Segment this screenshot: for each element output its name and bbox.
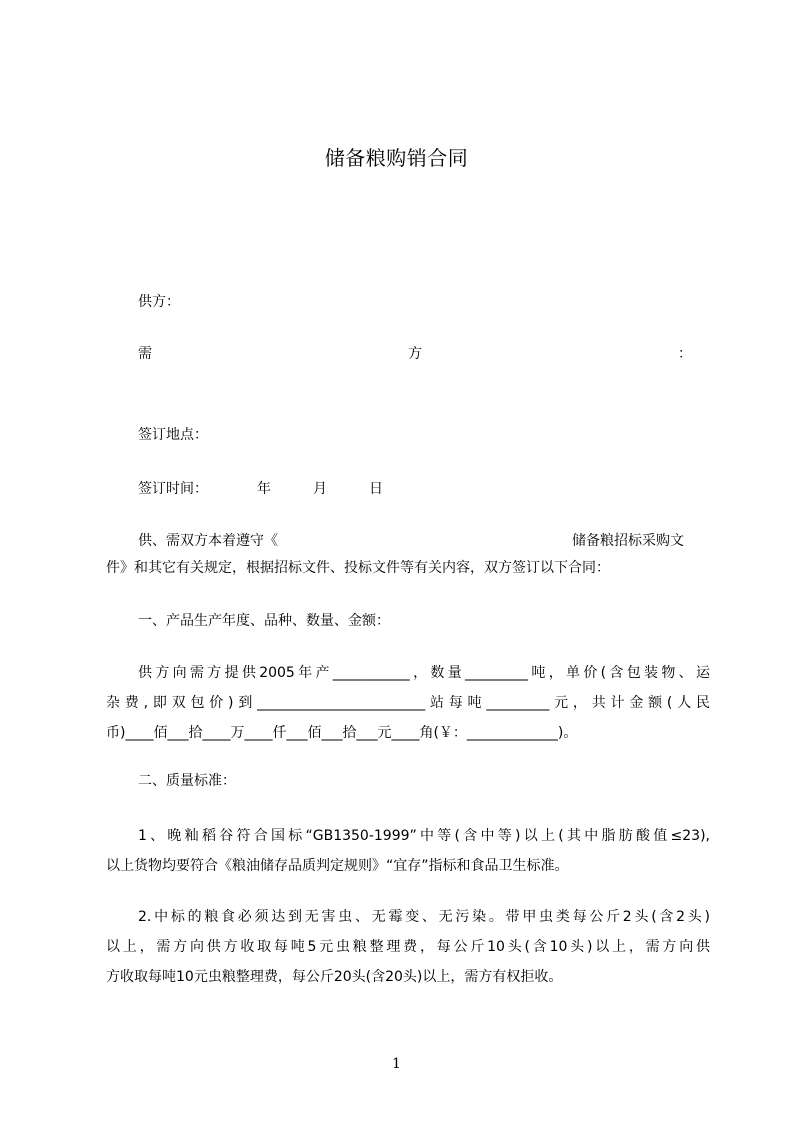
page-title: 储备粮购销合同 [324, 146, 469, 170]
intro-line1-left: 供、需双方本着遵守《 [138, 533, 278, 549]
sign-place-label: 签订地点： [138, 427, 208, 443]
page-number: 1 [392, 1056, 401, 1072]
intro-line2: 件》和其它有关规定，根据招标文件、投标文件等有关内容，双方签订以下合同： [106, 560, 610, 576]
section1-line: 币)____佰___拾____万____仟___佰___拾___元____角(￥：_____________)。 [106, 725, 578, 741]
sign-time-day: 日 [369, 481, 383, 497]
section1-paragraph [106, 658, 710, 748]
quality-item-2-line: 方收取每吨10元虫粮整理费，每公斤20头(含20头)以上，需方有权拒收。 [106, 969, 563, 985]
quality-item-1-line: 以上货物均要符合《粮油储存品质判定规则》“宜存”指标和食品卫生标准。 [106, 858, 569, 874]
quality-item-2-line: 以上，需方向供方收取每吨5元虫粮整理费，每公斤10头(含10头)以上，需方向供 [106, 939, 710, 955]
intro-line1-right: 储备粮招标采购文 [572, 533, 684, 549]
buyer-label [138, 344, 692, 364]
sign-time-label: 签订时间： [138, 481, 208, 497]
section2-heading: 二、质量标准： [138, 773, 236, 789]
buyer-label-char: 需 [138, 346, 152, 362]
buyer-label-char: ： [678, 346, 692, 362]
quality-item-2-line: 2.中标的粮食必须达到无害虫、无霉变、无污染。带甲虫类每公斤2头(含2头) [138, 909, 710, 925]
sign-time-year: 年 [257, 481, 271, 497]
sign-time-month: 月 [313, 481, 327, 497]
quality-item-2 [106, 902, 710, 992]
supplier-label: 供方： [138, 294, 180, 310]
quality-item-1 [106, 821, 710, 881]
section1-heading: 一、产品生产年度、品种、数量、金额： [138, 613, 390, 629]
section1-line: 供方向需方提供2005年产___________，数量_________吨，单价(含包装物、运 [138, 665, 710, 681]
buyer-label-char: 方 [408, 346, 422, 362]
section1-line: 杂费,即双包价)到________________________站每吨_________元，共计金额(人民 [106, 695, 710, 711]
quality-item-1-line: 1、晚籼稻谷符合国标“GB1350-1999”中等(含中等)以上(其中脂肪酸值≤23), [138, 828, 710, 844]
